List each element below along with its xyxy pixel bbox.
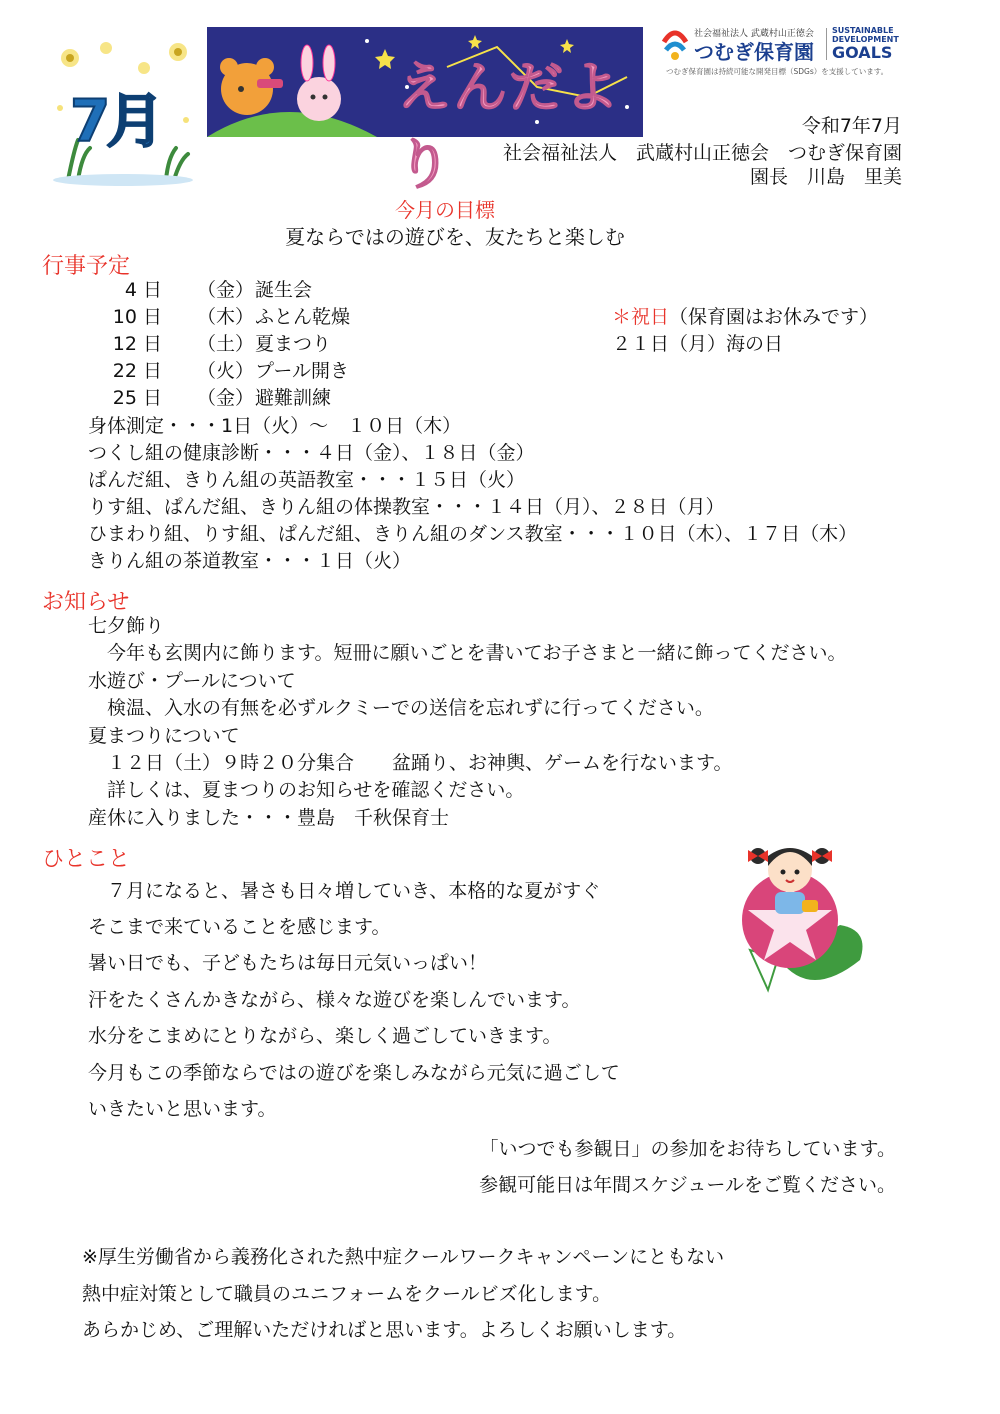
- girl-morning-glory-illustration: [720, 840, 870, 995]
- event-name: 誕生会: [255, 279, 313, 301]
- sdgs-logo: [832, 26, 899, 62]
- schedule-other-line: きりん組の茶道教室・・・１日（火）: [88, 550, 412, 572]
- org-logo: [660, 26, 900, 86]
- event-day: 10 日: [112, 306, 162, 328]
- footer-line: 熱中症対策として職員のユニフォームをクールビズ化します。: [82, 1283, 612, 1305]
- event-day: 12 日: [112, 333, 162, 355]
- issue-date: 令和7年7月: [801, 115, 902, 137]
- notice-line: 今年も玄関内に飾ります。短冊に願いごとを書いてお子さまと一緒に飾ってください。: [88, 642, 847, 664]
- schedule-heading: 行事予定: [42, 254, 131, 279]
- notice-line: 水遊び・プールについて: [88, 670, 296, 692]
- event-day: 22 日: [112, 360, 162, 382]
- logo-org-name: 社会福祉法人 武蔵村山正徳会: [694, 29, 814, 39]
- sdgs-line-1: SUSTAINABLE: [832, 26, 894, 35]
- message-line: ７月になると、暑さも日々増していき、本格的な夏がすぐ: [88, 880, 601, 902]
- schedule-other-line: 身体測定・・・1日（火）～ １０日（木）: [88, 415, 462, 437]
- event-day: 4 日: [124, 279, 162, 301]
- goal-text: 夏ならではの遊びを、友たちと楽しむ: [285, 225, 625, 249]
- message-line: そこまで来ていることを感じます。: [88, 916, 391, 938]
- message-line: 水分をこまめにとりながら、楽しく過ごしていきます。: [88, 1025, 562, 1047]
- visit-line: 「いつでも参観日」の参加をお待ちしています。: [479, 1138, 896, 1160]
- notices-heading: お知らせ: [42, 590, 130, 615]
- notice-line: 七夕飾り: [88, 615, 165, 637]
- event-name: ふとん乾燥: [255, 306, 351, 328]
- holiday-notice: [612, 304, 878, 331]
- event-name: プール開き: [255, 360, 350, 382]
- schedule-other-line: りす組、ぱんだ組、きりん組の体操教室・・・１４日（月）、２８日（月）: [88, 496, 725, 518]
- notice-line: 検温、入水の有無を必ずルクミーでの送信を忘れずに行ってください。: [88, 697, 714, 719]
- notice-line: １２日（土）９時２０分集合 盆踊り、お神輿、ゲームを行ないます。: [88, 752, 733, 774]
- goal-label: 今月の目標: [395, 198, 495, 222]
- logo-nursery-name: つむぎ保育園: [694, 40, 814, 64]
- notice-line: 詳しくは、夏まつりのお知らせを確認ください。: [88, 779, 525, 801]
- footer-line: ※厚生労働省から義務化された熱中症クールワークキャンペーンにともない: [82, 1246, 725, 1268]
- event-weekday: （金）: [197, 387, 255, 409]
- holiday-label: ＊祝日: [612, 306, 670, 328]
- newsletter-banner: [207, 27, 643, 196]
- schedule-other-line: ひまわり組、りす組、ぱんだ組、きりん組のダンス教室・・・１０日（木）、１７日（木）: [88, 523, 858, 545]
- schedule-other-line: つくし組の健康診断・・・４日（金）、１８日（金）: [88, 442, 535, 464]
- event-name: 夏まつり: [255, 333, 332, 355]
- logo-divider: [826, 28, 827, 60]
- event-weekday: （金）: [197, 279, 255, 301]
- director-name: 園長 川島 里美: [749, 166, 902, 188]
- notice-line: 夏まつりについて: [88, 725, 240, 747]
- holiday-entry: ２１日（月）海の日: [612, 333, 784, 355]
- tsumugi-logo-icon: [660, 28, 690, 62]
- message-line: 今月もこの季節ならではの遊びを楽しみながら元気に過ごして: [88, 1062, 620, 1084]
- holiday-note: （保育園はお休みです）: [669, 306, 879, 328]
- event-weekday: （火）: [197, 360, 255, 382]
- sdgs-line-2: DEVELOPMENT: [832, 35, 899, 44]
- banner-title: えんだより: [397, 56, 621, 196]
- message-line: 汗をたくさんかきながら、様々な遊びを楽しんでいます。: [88, 989, 581, 1011]
- message-line: 暑い日でも、子どもたちは毎日元気いっぱい！: [88, 952, 488, 974]
- event-day: 25 日: [112, 387, 162, 409]
- message-line: いきたいと思います。: [88, 1098, 277, 1120]
- event-weekday: （木）: [197, 306, 255, 328]
- month-badge: [48, 30, 198, 190]
- notice-line: 産休に入りました・・・豊島 千秋保育士: [88, 807, 450, 829]
- event-weekday: （土）: [197, 333, 255, 355]
- event-name: 避難訓練: [255, 387, 332, 409]
- month-title: 7月: [70, 87, 161, 155]
- sdgs-line-3: GOALS: [832, 43, 893, 62]
- footer-line: あらかじめ、ご理解いただければと思います。よろしくお願いします。: [82, 1319, 687, 1341]
- message-heading: ひとこと: [42, 847, 131, 872]
- visit-line: 参観可能日は年間スケジュールをご覧ください。: [479, 1174, 896, 1196]
- logo-tagline: つむぎ保育園は持続可能な開発目標（SDGs）を支援しています。: [666, 67, 889, 76]
- organization-name: 社会福祉法人 武蔵村山正徳会 つむぎ保育園: [502, 142, 902, 164]
- schedule-other-line: ぱんだ組、きりん組の英語教室・・・１５日（火）: [88, 469, 526, 491]
